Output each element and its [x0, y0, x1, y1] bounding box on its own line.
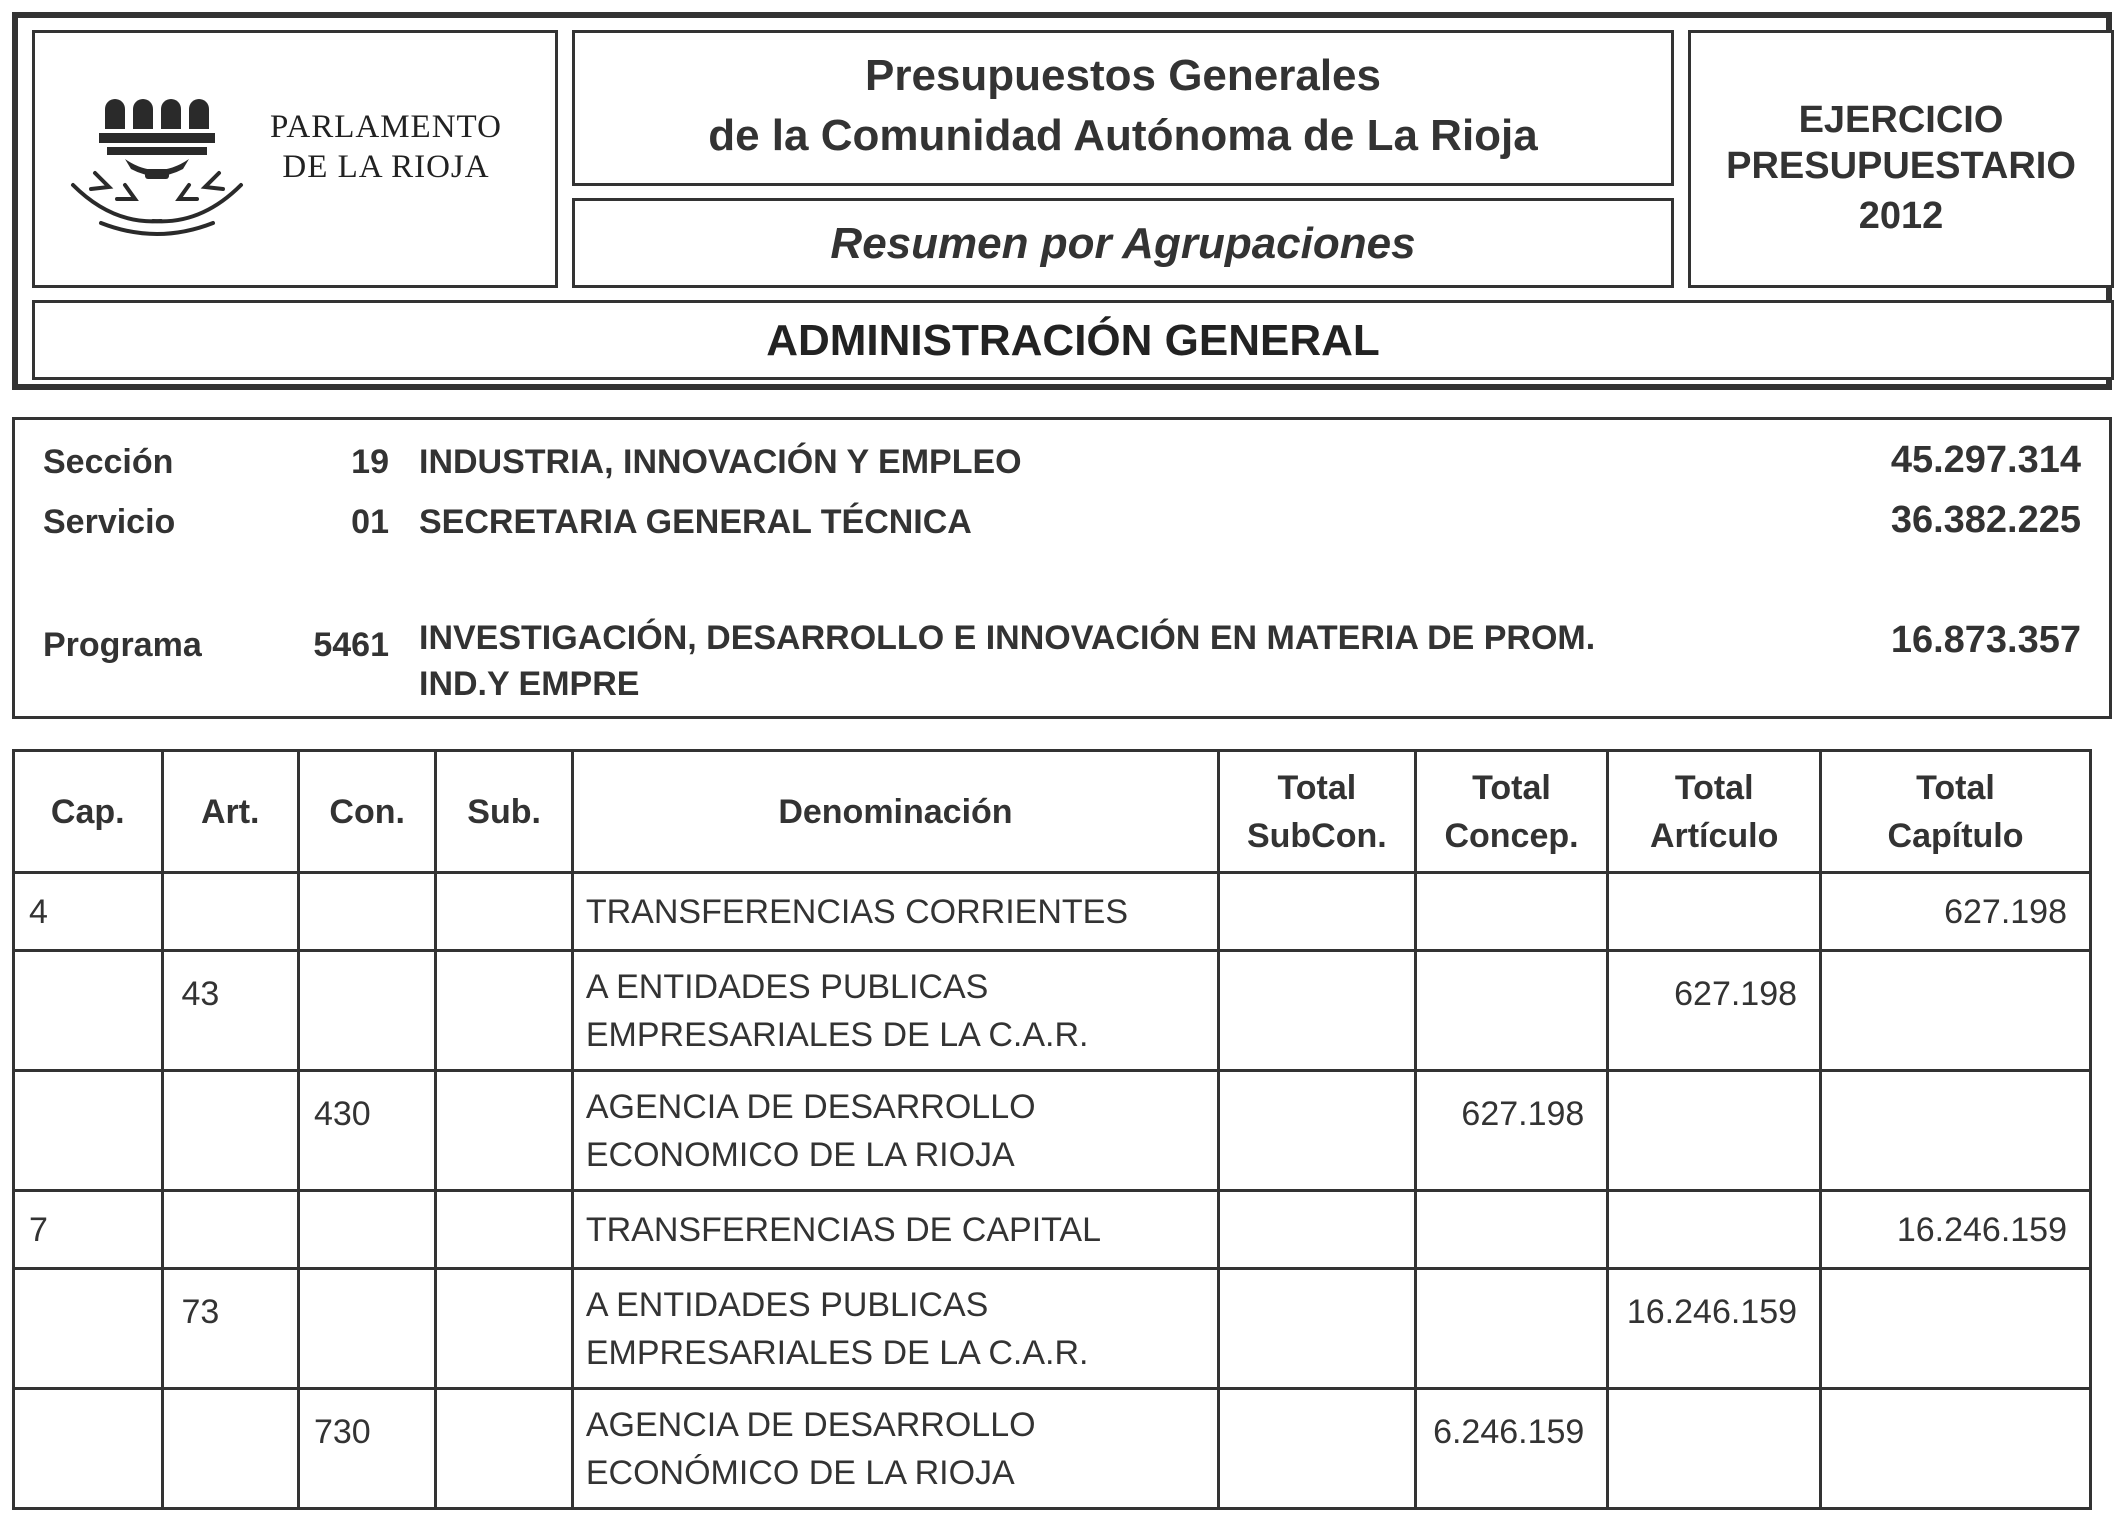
- table-header: [14, 751, 2091, 873]
- logo-text-line1: PARLAMENTO: [270, 109, 502, 145]
- cell-denominacion-line2: ECONÓMICO DE LA RIOJA: [585, 1453, 1015, 1492]
- title-panel: [572, 30, 1674, 186]
- programa-code: 5461: [313, 626, 389, 664]
- cell-denominacion-line2: EMPRESARIALES DE LA C.A.R.: [585, 1015, 1089, 1054]
- table-row: [14, 951, 2091, 1071]
- cell-total-subcon: [1219, 1269, 1416, 1389]
- cell-total-concep: 6.246.159: [1415, 1389, 1608, 1509]
- cell-art: [162, 1389, 298, 1509]
- col-header-con: Con.: [298, 751, 435, 873]
- ejercicio-label-line1: EJERCICIO: [1798, 99, 2004, 141]
- ejercicio-year: 2012: [1858, 195, 1944, 237]
- cell-denominacion: [572, 873, 1218, 951]
- cell-denominacion-line1: A ENTIDADES PUBLICAS: [585, 1285, 989, 1324]
- programa-label: Programa: [43, 626, 202, 664]
- cell-art: [162, 1191, 298, 1269]
- cell-denominacion-line1: TRANSFERENCIAS DE CAPITAL: [585, 1210, 1101, 1249]
- ejercicio-label-line2: PRESUPUESTARIO: [1726, 145, 2076, 187]
- document-title-line1: Presupuestos Generales: [864, 51, 1381, 100]
- cell-cap: [14, 1071, 163, 1191]
- table-row: [14, 1389, 2091, 1509]
- table-body: [14, 873, 2091, 1509]
- cell-art: 73: [162, 1269, 298, 1389]
- document-title-line2: de la Comunidad Autónoma de La Rioja: [708, 111, 1538, 160]
- seccion-code: 19: [351, 443, 389, 481]
- cell-total-capitulo: 16.246.159: [1821, 1191, 2091, 1269]
- cell-art: [162, 1071, 298, 1191]
- cell-total-concep: [1415, 1269, 1608, 1389]
- seccion-amount: 45.297.314: [1890, 439, 2081, 481]
- seccion-label: Sección: [43, 443, 174, 481]
- cell-total-subcon: [1219, 873, 1416, 951]
- cell-sub: [436, 951, 572, 1071]
- cell-total-subcon: [1219, 1191, 1416, 1269]
- cell-total-capitulo: [1821, 1269, 2091, 1389]
- col-header-total-subcon-line1: Total: [1277, 768, 1357, 807]
- col-header-total-subcon-line2: SubCon.: [1246, 816, 1387, 855]
- cell-denominacion-line2: ECONOMICO DE LA RIOJA: [585, 1135, 1015, 1174]
- col-header-total-capitulo-line1: Total: [1916, 768, 1995, 807]
- cell-total-articulo: 16.246.159: [1608, 1269, 1821, 1389]
- col-header-total-concep-line1: Total: [1472, 768, 1551, 807]
- cell-cap: [14, 1389, 163, 1509]
- cell-total-articulo: [1608, 1191, 1821, 1269]
- cell-con: [298, 1269, 435, 1389]
- programa-description-line2: IND.Y EMPRE: [419, 665, 640, 703]
- logo-text-line2: DE LA RIOJA: [282, 149, 490, 185]
- logo-panel: [32, 30, 558, 288]
- cell-sub: [436, 1191, 572, 1269]
- col-header-cap: Cap.: [14, 751, 163, 873]
- table-row: [14, 1269, 2091, 1389]
- cell-denominacion-line2: EMPRESARIALES DE LA C.A.R.: [585, 1333, 1089, 1372]
- cell-con: [298, 1191, 435, 1269]
- administracion-title: ADMINISTRACIÓN GENERAL: [766, 316, 1380, 365]
- servicio-code: 01: [351, 503, 389, 541]
- col-header-total-capitulo: [1821, 751, 2091, 873]
- col-header-total-concep: [1415, 751, 1608, 873]
- cell-sub: [436, 1071, 572, 1191]
- subtitle-panel: [572, 198, 1674, 288]
- programa-amount: 16.873.357: [1890, 619, 2081, 661]
- servicio-label: Servicio: [43, 503, 176, 541]
- cell-cap: 7: [14, 1191, 163, 1269]
- cell-cap: 4: [14, 873, 163, 951]
- cell-denominacion: [572, 1389, 1218, 1509]
- col-header-total-articulo: [1608, 751, 1821, 873]
- cell-total-capitulo: 627.198: [1821, 873, 2091, 951]
- cell-total-subcon: [1219, 951, 1416, 1071]
- cell-denominacion: [572, 1191, 1218, 1269]
- servicio-description: SECRETARIA GENERAL TÉCNICA: [419, 503, 972, 541]
- cell-total-articulo: [1608, 1389, 1821, 1509]
- cell-cap: [14, 1269, 163, 1389]
- col-header-total-subcon: [1219, 751, 1416, 873]
- table-row: [14, 1191, 2091, 1269]
- cell-denominacion-line1: A ENTIDADES PUBLICAS: [585, 967, 989, 1006]
- cell-con: 430: [298, 1071, 435, 1191]
- cell-total-articulo: [1608, 1071, 1821, 1191]
- cell-cap: [14, 951, 163, 1071]
- cell-con: [298, 873, 435, 951]
- cell-art: 43: [162, 951, 298, 1071]
- col-header-total-capitulo-line2: Capítulo: [1887, 816, 2024, 855]
- programa-description-line1: INVESTIGACIÓN, DESARROLLO E INNOVACIÓN EN MATERIA DE PROM.: [419, 619, 1596, 657]
- col-header-total-articulo-line1: Total: [1674, 768, 1754, 807]
- logo-text: [231, 107, 541, 187]
- cell-sub: [436, 873, 572, 951]
- cell-total-concep: [1415, 1191, 1608, 1269]
- cell-denominacion-line1: AGENCIA DE DESARROLLO: [585, 1087, 1036, 1126]
- budget-info-panel: [12, 417, 2112, 719]
- cell-total-subcon: [1219, 1071, 1416, 1191]
- document-subtitle: Resumen por Agrupaciones: [830, 219, 1416, 268]
- col-header-total-concep-line2: Concep.: [1444, 816, 1579, 855]
- ejercicio-panel: [1688, 30, 2114, 288]
- cell-total-concep: [1415, 873, 1608, 951]
- seccion-description: INDUSTRIA, INNOVACIÓN Y EMPLEO: [419, 443, 1022, 481]
- cell-total-capitulo: [1821, 951, 2091, 1071]
- table-row: [14, 873, 2091, 951]
- col-header-art: Art.: [162, 751, 298, 873]
- cell-total-capitulo: [1821, 1071, 2091, 1191]
- document-header: [12, 12, 2112, 390]
- cell-denominacion-line1: AGENCIA DE DESARROLLO: [585, 1405, 1036, 1444]
- servicio-amount: 36.382.225: [1890, 499, 2081, 541]
- cell-art: [162, 873, 298, 951]
- table-row: [14, 1071, 2091, 1191]
- cell-total-concep: 627.198: [1415, 1071, 1608, 1191]
- administracion-panel: [32, 300, 2114, 380]
- cell-denominacion: [572, 951, 1218, 1071]
- cell-con: [298, 951, 435, 1071]
- cell-total-articulo: 627.198: [1608, 951, 1821, 1071]
- cell-sub: [436, 1269, 572, 1389]
- cell-con: 730: [298, 1389, 435, 1509]
- col-header-sub: Sub.: [436, 751, 572, 873]
- col-header-denominacion: Denominación: [572, 751, 1218, 873]
- cell-total-articulo: [1608, 873, 1821, 951]
- cell-denominacion-line1: TRANSFERENCIAS CORRIENTES: [585, 892, 1129, 931]
- cell-denominacion: [572, 1269, 1218, 1389]
- col-header-total-articulo-line2: Artículo: [1649, 816, 1779, 855]
- cell-total-subcon: [1219, 1389, 1416, 1509]
- cell-denominacion: [572, 1071, 1218, 1191]
- cell-total-capitulo: [1821, 1389, 2091, 1509]
- budget-table: [12, 749, 2092, 1510]
- cell-sub: [436, 1389, 572, 1509]
- cell-total-concep: [1415, 951, 1608, 1071]
